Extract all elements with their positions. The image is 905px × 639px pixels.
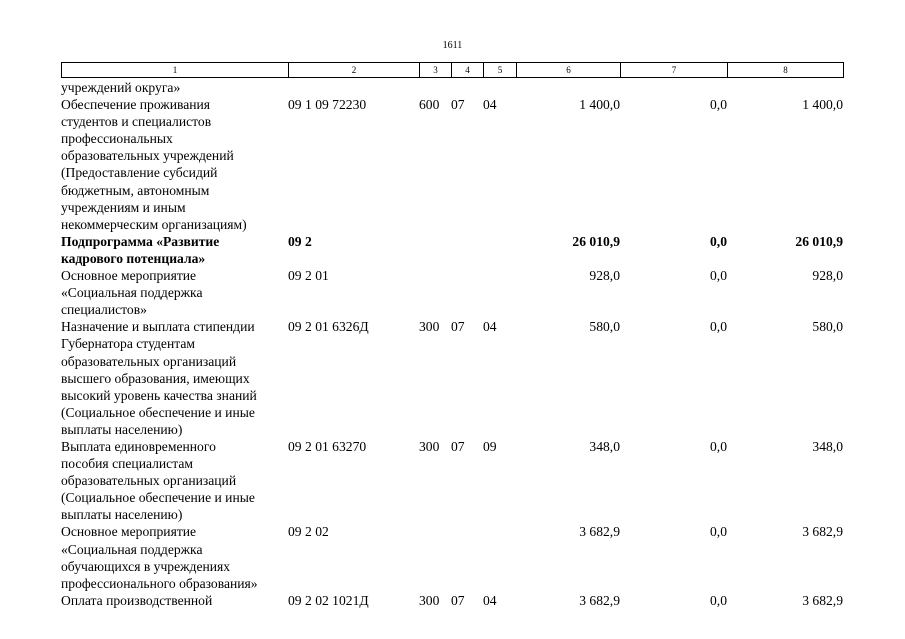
column-header-5: 5 bbox=[484, 63, 517, 78]
row-code: 09 2 01 6326Д bbox=[288, 319, 369, 335]
row-name-line: высшего образования, имеющих bbox=[61, 370, 250, 386]
row-code bbox=[288, 79, 419, 96]
row-expense-type: 300 bbox=[419, 319, 440, 335]
row-name-line: Основное мероприятие bbox=[61, 268, 197, 284]
row-section bbox=[451, 523, 483, 591]
row-name-line: Назначение и выплата стипендии bbox=[61, 319, 255, 335]
row-code: 09 2 02 1021Д bbox=[288, 592, 369, 608]
column-header-1: 1 bbox=[62, 63, 289, 78]
row-name-line: кадрового потенциала» bbox=[61, 250, 206, 266]
column-header-7: 7 bbox=[621, 63, 728, 78]
table-row bbox=[61, 267, 843, 318]
table-row bbox=[61, 233, 843, 267]
row-value-col7: 0,0 bbox=[710, 524, 727, 540]
row-value-col6: 3 682,9 bbox=[579, 524, 620, 540]
row-name-line: Обеспечение проживания bbox=[61, 97, 211, 113]
row-value-col6: 928,0 bbox=[589, 268, 620, 284]
row-expense-type: 300 bbox=[419, 592, 440, 608]
row-subsection: 09 bbox=[483, 438, 497, 454]
row-name-line: выплаты населению) bbox=[61, 507, 183, 523]
row-name-line: «Социальная поддержка bbox=[61, 285, 203, 301]
row-subsection: 04 bbox=[483, 97, 497, 113]
row-expense-type bbox=[419, 267, 451, 318]
row-value-col6: 3 682,9 bbox=[579, 592, 620, 608]
row-subsection bbox=[483, 267, 516, 318]
row-value-col7: 0,0 bbox=[710, 233, 727, 249]
row-name-line: профессионального образования» bbox=[61, 575, 258, 591]
row-name-line: (Социальное обеспечение и иные bbox=[61, 404, 255, 420]
column-header-table bbox=[61, 62, 844, 78]
row-name-line: учреждений округа» bbox=[61, 80, 181, 95]
row-subsection: 04 bbox=[483, 592, 497, 608]
column-header-2: 2 bbox=[289, 63, 420, 78]
row-value-col8: 26 010,9 bbox=[795, 233, 843, 249]
row-value-col8: 3 682,9 bbox=[802, 524, 843, 540]
row-subsection bbox=[483, 233, 516, 267]
row-name-line: образовательных учреждений bbox=[61, 148, 234, 164]
row-name bbox=[61, 96, 288, 233]
row-value-col7: 0,0 bbox=[710, 319, 727, 335]
budget-table bbox=[61, 79, 843, 609]
row-name-line: высокий уровень качества знаний bbox=[61, 387, 257, 403]
row-name-line: Губернатора студентам bbox=[61, 336, 195, 352]
row-expense-type bbox=[419, 233, 451, 267]
row-section bbox=[451, 79, 483, 96]
row-name-line: Подпрограмма «Развитие bbox=[61, 233, 220, 249]
row-code: 09 2 02 bbox=[288, 524, 329, 540]
row-name-line: пособия специалистам bbox=[61, 456, 193, 472]
column-header-6: 6 bbox=[517, 63, 621, 78]
row-name-line: обучающихся в учреждениях bbox=[61, 558, 231, 574]
row-code: 09 2 01 bbox=[288, 268, 329, 284]
page-number: 1611 bbox=[442, 40, 463, 51]
row-code: 09 1 09 72230 bbox=[288, 97, 367, 113]
column-header-4: 4 bbox=[452, 63, 484, 78]
row-value-col6 bbox=[516, 79, 620, 96]
table-row bbox=[61, 79, 843, 96]
column-header-3: 3 bbox=[420, 63, 452, 78]
row-value-col7: 0,0 bbox=[710, 268, 727, 284]
row-name-line: (Предоставление субсидий bbox=[61, 165, 218, 181]
row-name-line: учреждениям и иным bbox=[61, 199, 186, 215]
table-row bbox=[61, 523, 843, 591]
row-name-line: «Социальная поддержка bbox=[61, 541, 203, 557]
row-name-line: выплаты населению) bbox=[61, 421, 183, 437]
row-section bbox=[451, 267, 483, 318]
row-code: 09 2 bbox=[288, 233, 312, 249]
row-value-col8: 348,0 bbox=[812, 438, 843, 454]
row-name-line: некоммерческим организациям) bbox=[61, 216, 247, 232]
row-value-col8: 928,0 bbox=[812, 268, 843, 284]
row-value-col6: 580,0 bbox=[589, 319, 620, 335]
table-row bbox=[61, 592, 843, 609]
row-name-line: Выплата единовременного bbox=[61, 438, 216, 454]
table-row bbox=[61, 96, 843, 233]
row-value-col8: 3 682,9 bbox=[802, 592, 843, 608]
row-section: 07 bbox=[451, 592, 465, 608]
row-name-line: Основное мероприятие bbox=[61, 524, 197, 540]
row-name bbox=[61, 523, 288, 591]
row-section bbox=[451, 233, 483, 267]
row-value-col8: 580,0 bbox=[812, 319, 843, 335]
row-section: 07 bbox=[451, 319, 465, 335]
row-value-col7: 0,0 bbox=[710, 97, 727, 113]
row-value-col8: 1 400,0 bbox=[802, 97, 843, 113]
column-header-8: 8 bbox=[728, 63, 844, 78]
row-value-col6: 1 400,0 bbox=[579, 97, 620, 113]
row-expense-type: 300 bbox=[419, 438, 440, 454]
table-row bbox=[61, 438, 843, 523]
row-expense-type bbox=[419, 523, 451, 591]
row-value-col8 bbox=[727, 79, 843, 96]
row-value-col6: 26 010,9 bbox=[572, 233, 620, 249]
row-name-line: бюджетным, автономным bbox=[61, 182, 210, 198]
row-section: 07 bbox=[451, 97, 465, 113]
row-section: 07 bbox=[451, 438, 465, 454]
row-name-line: (Социальное обеспечение и иные bbox=[61, 490, 255, 506]
table-row bbox=[61, 318, 843, 438]
row-value-col7 bbox=[620, 79, 727, 96]
row-name bbox=[61, 438, 288, 523]
row-name bbox=[61, 79, 288, 96]
row-name-line: образовательных организаций bbox=[61, 473, 237, 489]
row-subsection bbox=[483, 523, 516, 591]
row-expense-type bbox=[419, 79, 451, 96]
row-expense-type: 600 bbox=[419, 97, 440, 113]
row-name-line: образовательных организаций bbox=[61, 353, 237, 369]
row-name bbox=[61, 267, 288, 318]
row-subsection: 04 bbox=[483, 319, 497, 335]
row-name bbox=[61, 233, 288, 267]
row-value-col7: 0,0 bbox=[710, 438, 727, 454]
row-name-line: студентов и специалистов bbox=[61, 114, 212, 130]
row-name bbox=[61, 592, 288, 609]
row-name-line: специалистов» bbox=[61, 302, 147, 318]
row-name-line: Оплата производственной bbox=[61, 592, 213, 608]
row-name bbox=[61, 318, 288, 438]
row-subsection bbox=[483, 79, 516, 96]
row-code: 09 2 01 63270 bbox=[288, 438, 367, 454]
column-header-row bbox=[62, 63, 844, 78]
row-value-col7: 0,0 bbox=[710, 592, 727, 608]
row-value-col6: 348,0 bbox=[589, 438, 620, 454]
row-name-line: профессиональных bbox=[61, 131, 173, 147]
